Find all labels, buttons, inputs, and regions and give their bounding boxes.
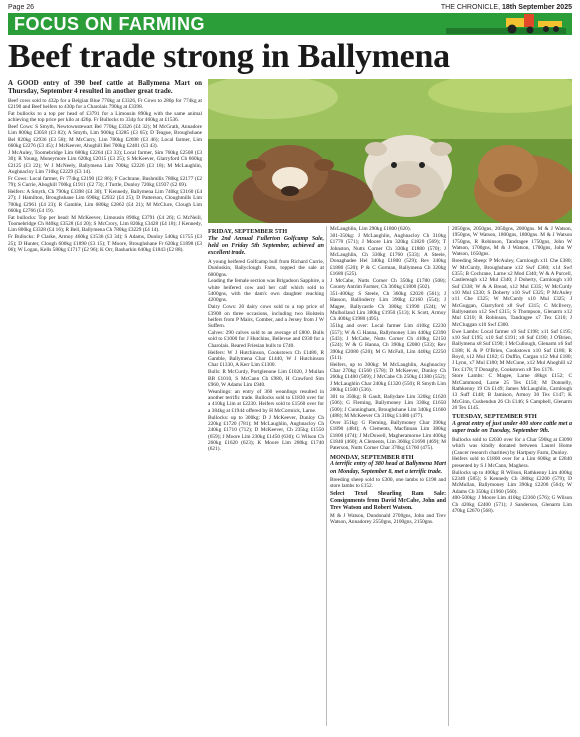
- section-heading: MONDAY, SEPTEMBER 8TH: [330, 453, 414, 461]
- article-lead: A GOOD entry of 390 beef cattle at Ballymena Mart on Thursday, September 4 resulted in another great trade.: [8, 79, 202, 96]
- paragraph: Heifers: W J Hutchinson, Cookstown Ch £1480, R Gamble, Ballymena Char £1440, W J Hutchinson Char £1330, A Kerr Lim £1300.: [208, 349, 324, 369]
- issue-date: 18th September 2025: [501, 3, 572, 11]
- paragraph: J McCabe, Nutts Corner Ch 350kg £1780 (508); County Antrim Farmer, Ch 360kg £1800 (502).: [330, 277, 446, 291]
- paragraph: Dairy Cows: 20 dairy cows sold to a top price of £3900 on three occasions, including two Holstein heifers from P Mairs, Comber, and a Jersey from J W Suffern.: [208, 304, 324, 330]
- paragraph: Heifers, up to 300kg: M McLaughlin, Aughnacloy Char 270kg £1560 (578); D McKeever, Dunloy Ch 260kg £1480 (569); J McCabe Ch 250kg £1380 (552); J McLaughlin Char 240kg £1320 (550); R Smyth Lim 280kg £1500 (536).: [330, 361, 446, 394]
- page-header: [8, 2, 572, 12]
- paragraph: Bullocks up to 400kg: R Wilson, Rathkenny Lim 400kg £2340 (585); S Kennedy Ch 380kg £2200 (579); D McMullan, Ballymoney Lim 390kg £2200 (564); W Adams Ch 350kg £1960 (560).: [452, 469, 572, 495]
- paragraph: Over 351kg: G Fleming, Ballymoney Char 390kg £1890 (484); A Clements, Macfinnan Lim 380kg £1800 (474); J McDowell, Magheramorne Lim 400kg £1840 (460); A Clements, Lim 360kg £1690 (469); M Paterson, Nutts Corner Char 370kg £1760 (475).: [330, 419, 446, 452]
- article-headline: Beef trade strong in Ballymena: [8, 38, 450, 75]
- paragraph: Heifers sold to £1800 over for a Lim 600kg at £2840 presented by S J McCann, Maghera.: [452, 456, 572, 469]
- paragraph: McLaughlin, Lim 290kg £1800 (620).: [330, 226, 411, 232]
- section-subheading: A terrific entry of 380 head at Ballymena Mart on Monday, September 8, met a terrific trade.: [330, 461, 446, 475]
- masthead-date: THE CHRONICLE, 18th September 2025: [440, 3, 572, 11]
- paragraph: Bulls: R McCurdy, Portglenone Lim £1020, J Mullan BB £1010, S McCann Ch £980, H Crawford Sim £960, W Adams Lim £940.: [208, 369, 324, 388]
- section-heading: FRIDAY, SEPTEMBER 5TH: [208, 228, 288, 235]
- paragraph: Fat bullocks to a top per head of £3791 for a Limousin 890kg with the same animal achieving the top price per kilo at 426p. Fr Bullocks to 334p for 460kg at £1536.: [8, 110, 202, 124]
- section-banner: [8, 13, 572, 35]
- masthead: THE CHRONICLE: [440, 3, 499, 11]
- article-column-4: [452, 226, 572, 729]
- section-heading: TUESDAY, SEPTEMBER 9TH: [452, 413, 537, 421]
- section-title: FOCUS ON FARMING: [14, 14, 205, 34]
- section-subheading: The 2nd Annual Fullerton Golfcamp Sale, held on Friday 5th September, achieved an excellent trade.: [208, 235, 324, 257]
- paragraph: Fr Cows: Local farmer, Fr 774kg £2190 (£2 86); F Cochrane, Bushmills 780kg £2177 (£2 79); S Currie, Ahoghill 700kg £1911 (£2 73); J Turtle, Dunloy 720kg £1937 (£2 69).: [8, 175, 202, 189]
- paragraph: Store Lambs: C Magee, Larne 48kgs £152; C McCammond, Larne 25 Tex £150; M Donnelly, Rathkenny 19 Ch £149; James McLaughlin, Carnlough 13 Suff £148; B Jamison, Armoy 30 Tex £147; K McGinn, Cushendun 26 Ch £146; S Campbell, Glenarm 20 Tex £145.: [452, 373, 572, 412]
- paragraph: Ewe Lambs: Local farmer x9 Suf £198; x11 Suf £195; x10 Suf £195; x10 Suf £191; x8 Suf £190; J O'Brien, Ballymena x8 Suf £190; I McCullough, Glenarm x6 Suf £188; K & P O'Brien, Cookstown x10 Suf £186; R Boyd, x12 Mul £182; G Duffin, Cargan x12 Mul £180; J Lynn, x7 Mul £180; M McCune, x12 Mul Ahoghill x2 Tex £178; T Donaghy, Cookstown x8 Tex £176.: [452, 328, 572, 373]
- cattle-photo: [208, 79, 572, 223]
- paragraph: Breeding sheep sold to £300, one lambs to £198 and store lambs to £152.: [330, 476, 446, 490]
- paragraph: 2050gns, 2050gns, 2050gns, 2000gns. M & J Watson, 1950gns, W Watson, 1800gns, 1800gns. M & J Watson 1750gns, R Robinson, Tandragee 1750gns, John W Watson, 1700gns, M & J Watson, 1700gns, John W Watson, 1650gns.: [452, 226, 572, 258]
- column-divider: [326, 226, 327, 726]
- paragraph: Breeding Sheep: P McAuley, Carnlough x11 Che £380; W McCurdy, Broughshane x12 Swf £360; x14 Swf £355; B Cochrane, Larne x2 Mod £340; W & A Purcell, Castlereagh x12 Mul £340; J Doherty, Carnlough x10 Suf £338; W & A Bread, x12 Mul £335; W McCurdy x10 Mul £330; S Doherty x10 Swf £325; P McAuley x11 Che £325; W McCurdy x10 Mul £325; J McGuggan, Glarryford x8 Swf £315; C McIlvery, Ballyeaston x12 Swf £315; S Thompson, Glenarm x12 Mul £310; R Robinson, Tandragee x7 Tex £310; J McCluggan x10 Swf £300.: [452, 258, 572, 328]
- article-column-3: [330, 226, 446, 729]
- paragraph: 400-500kg: J Moore Lim 410kg £2360 (576); G Wilson Ch 420kg £2400 (571); J Sanderson, Glenarm Lim 470kg £2670 (568).: [452, 495, 572, 515]
- paragraph: Fat bullocks: Top per head: M McKeever, Limousin 890kg £3791 (£4 26); G McNeill, Toomebridge Ch 840kg £3528 (£4 20); S McCrory, Lim 820kg £3428 (£4 18); J Kennedy, Lim 800kg £3328 (£4 16); R Bell, Ballymena Ch 780kg £3229 (£4 14).: [8, 214, 202, 234]
- article-column-2: [208, 226, 324, 729]
- paragraph: Weanlings: an entry of 360 weanlings resulted in another terrific trade. Bullocks sold to £1830 over for a 410kg Lim at £2230. Heifers sold to £1560 over for a 384kg at £1944 offered by H McCormick, Larne.: [208, 388, 324, 414]
- paragraph: Beef Cows: S Smyth, Newtownstewart Bel 770kg £3326 (£4 32); M McGrath, Annadore Lim 800kg £3058 (£3 82); A Smyth, Lim 900kg £3285 (£3 65); D Teague, Broughshane Bel 820kg £2936 (£3 58); M McCurry, Lim 780kg £2698 (£3 46); Local farmer, Lim 660kg £2276 (£3 45); J McKeever, Ahoghill Bel 700kg £2401 (£3 43).: [8, 123, 202, 149]
- tractor-icon: [446, 14, 566, 34]
- paragraph: Calves: 290 calves sold to an average of £800. Bulls sold to £1000 for J Hutchins, Bellevue and £930 for a Charolais. Reared Friesian bulls to £740.: [208, 330, 324, 349]
- column-divider: [448, 226, 449, 726]
- paragraph: Fr Bullocks: P Clarke, Armoy 460kg £1536 (£3 34); S Adams, Dunloy 540kg £1755 (£3 25); D Hunter, Clough 600kg £1890 (£3 15); T Moore, Broughshane Fr 620kg £1898 (£3 06); W Logan, Kells 580kg £1717 (£2 96); K Orr, Rasharkin 640kg £1843 (£2 88).: [8, 234, 202, 253]
- paragraph: A young heifered Golfcamp bull from Richard Currie, Dunloskin, Ballyclough Farm, topped the sale at 6000gns.: [208, 258, 324, 278]
- paragraph: 351kg and over: Local farmer Lim 410kg £2230 (557); W & G Hanna, Ballymoney Lim 440kg £2390 (543); J McCabe, Nutts Corner Ch 410kg £2150 (524); W & G Hanna, Ch 390kg £2080 (533); Rev 390kg £2080 (520); M G McFall, Lim 440kg £2250 (511).: [330, 323, 446, 361]
- paragraph: Bullocks: up to 300kg: D J McKeever, Dunloy Ch 220kg £1720 (781); M McLaughlin, Aughnacloy Ch 240kg £1710 (712); D McKeever, Ch 235kg £1550 (659); J Moore Lim 230kg £1450 (630); G Wilson Ch 260kg £1620 (623); K Moore Lim 280kg £1740 (621).: [208, 414, 324, 453]
- paragraph: 301-350kg: J McLaughlin, Aughnacloy Ch 310kg £1770 (571); J Moore Lim 320kg £1820 (569); T Johnston, Nutts Corner Ch 330kg £1880 (570); J McLaughlin, Ch 330kg £1760 (533); A Steele, Donaghadee Hel 340kg £1800 (529); Rev 340kg £1880 (520); P & C Gorman, Ballymena Ch 320kg £1680 (525).: [330, 232, 446, 277]
- paragraph: Bullocks sold to £2030 over for a Char 590kg at £3090 which was kindly donated between Laurel Home (Cancer research charities) by Hartpury Farm, Dunloy.: [452, 436, 572, 456]
- paragraph: M & J Watson, Dundonald 2700gns, John and Trev Watson, Annadorey 2550gns, 2100gns, 2150gns.: [330, 512, 446, 525]
- paragraph: Select Texel Shearling Ram Sale: Consignments from David McCabe, John and Trev Watson and Robert Watson.: [330, 490, 446, 511]
- article-column-1: [8, 79, 202, 729]
- paragraph: Beef cows sold to 432p for a Belgian Blue 770kg at £3326, Fr Cows to 286p for 774kg at £2190 and Beef heifers to 430p for a Charolais 790kg at £3398.: [8, 97, 202, 110]
- paragraph: 351-400kg: S Steele, Ch 360kg £2020 (561); J Hasson, Ballinderry Lim 390kg £2160 (554); J Magee, Ballycastle Ch 380kg £1990 (524); W Mulholland Lim 380kg £1950 (513); K Scott, Armoy Ch 400kg £1980 (495).: [330, 290, 446, 323]
- page-number: Page 26: [8, 3, 35, 11]
- section-subheading: A great entry of just under 400 store cattle met a super trade on Tuesday, September 9th.: [452, 421, 572, 435]
- paragraph: Leading the female section was Brigadoon Sapphire, a white heifered cow and her calf which sold to 5400gns, with the dam's own daughter reaching 4200gns.: [208, 278, 324, 304]
- paragraph: 301 to 350kg: R Gault, Ballydare Lim 320kg £1620 (506); G Fleming, Ballymoney Lim 330kg £1650 (500); J Cunningham, Broughshane Lim 340kg £1660 (488); M McKeever Ch 310kg £1480 (477).: [330, 393, 446, 419]
- paragraph: J McAuley, Toomebridge Lim 680kg £2264 (£3 33); Local farmer, Sim 760kg £2508 (£3 30); R Young, Moneymore Lim 620kg £2015 (£3 25); S McKeever, Glarryford Ch 660kg £2125 (£3 22); W J McNeely, Ballymena Lim 700kg £2226 (£3 18); M McLaughlin, Aughnacloy Lim 710kg £2229 (£3 14).: [8, 149, 202, 175]
- paragraph: Heifers: A Smyth, Ch 790kg £3398 (£4 30); T Kennedy, Ballymena Lim 740kg £3160 (£4 27); J Hamilton, Broughshane Lim 690kg £2932 (£4 25); D Patterson, Cloughmills Lim 700kg £2961 (£4 23); R Gamble, Lim 680kg £2862 (£4 21); M McClure, Clough Lim 660kg £2766 (£4 19).: [8, 188, 202, 214]
